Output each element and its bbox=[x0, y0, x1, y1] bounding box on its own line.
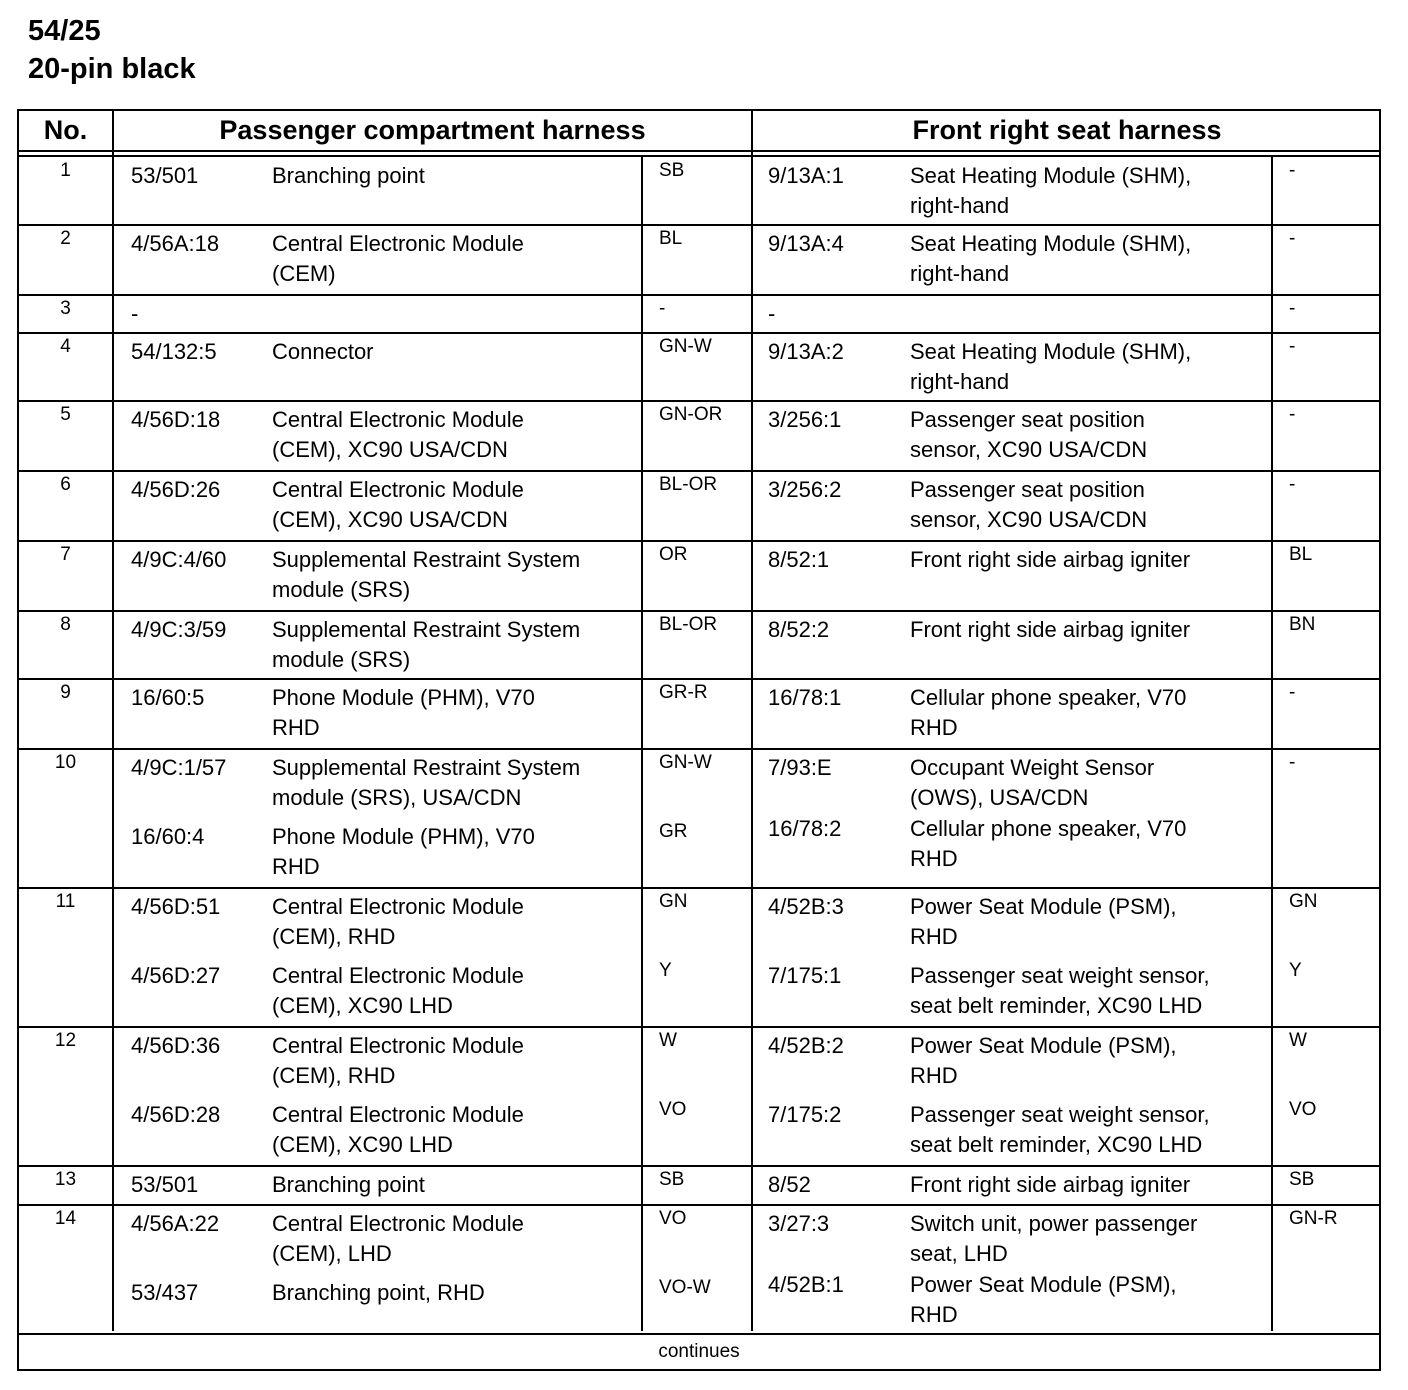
right-wire-color: - bbox=[1289, 336, 1296, 357]
right-wire-color: BN bbox=[1289, 614, 1316, 635]
row-divider bbox=[19, 540, 1379, 542]
left-code: 16/60:5 bbox=[131, 685, 205, 710]
left-wire-color: VO bbox=[659, 1208, 687, 1229]
left-wire-color: GN-OR bbox=[659, 404, 723, 425]
left-wire-color: SB bbox=[659, 1169, 685, 1190]
left-code: 53/501 bbox=[131, 163, 199, 188]
pin-number: 7 bbox=[60, 544, 71, 565]
left-wire-color: VO bbox=[659, 1099, 687, 1120]
left-code: 4/9C:3/59 bbox=[131, 617, 227, 642]
left-code: 4/56D:26 bbox=[131, 477, 221, 502]
right-description: Switch unit, power passenger seat, LHD bbox=[910, 1211, 1198, 1266]
right-wire-color: - bbox=[1289, 474, 1296, 495]
right-description: Seat Heating Module (SHM), right-hand bbox=[910, 163, 1192, 218]
right-description: Power Seat Module (PSM), RHD bbox=[910, 1272, 1177, 1327]
left-wire-color: GN-W bbox=[659, 752, 712, 773]
left-description: Branching point bbox=[272, 163, 425, 188]
right-wire-color: - bbox=[1289, 228, 1296, 249]
right-wire-color: W bbox=[1289, 1030, 1307, 1051]
left-code: 4/56D:28 bbox=[131, 1102, 221, 1127]
right-code: 16/78:2 bbox=[768, 816, 842, 841]
left-description: Central Electronic Module (CEM), XC90 USA/CDN bbox=[272, 407, 524, 462]
row-divider bbox=[19, 1026, 1379, 1028]
left-description: Connector bbox=[272, 339, 374, 364]
right-description: Cellular phone speaker, V70 RHD bbox=[910, 816, 1187, 871]
left-wire-color: Y bbox=[659, 960, 672, 981]
right-code: 9/13A:1 bbox=[768, 163, 844, 188]
row-divider bbox=[19, 470, 1379, 472]
left-description: Central Electronic Module (CEM), XC90 LHD bbox=[272, 963, 524, 1018]
pin-number: 4 bbox=[60, 336, 71, 357]
pin-number: 10 bbox=[54, 752, 77, 773]
left-code: - bbox=[131, 301, 139, 326]
row-divider bbox=[19, 332, 1379, 334]
right-wire-color: - bbox=[1289, 298, 1296, 319]
right-description: Passenger seat position sensor, XC90 USA/CDN bbox=[910, 477, 1148, 532]
pin-number: 8 bbox=[60, 614, 71, 635]
left-wire-color: - bbox=[659, 298, 666, 319]
right-code: 8/52:1 bbox=[768, 547, 830, 572]
left-code: 4/56D:51 bbox=[131, 894, 221, 919]
left-wire-color: SB bbox=[659, 160, 685, 181]
left-wire-color: BL-OR bbox=[659, 474, 718, 495]
left-description: Central Electronic Module (CEM), RHD bbox=[272, 1033, 524, 1088]
left-code: 54/132:5 bbox=[131, 339, 217, 364]
left-description: Branching point, RHD bbox=[272, 1280, 485, 1305]
right-description: Front right side airbag igniter bbox=[910, 547, 1191, 572]
right-code: 8/52:2 bbox=[768, 617, 830, 642]
left-description: Supplemental Restraint System module (SRS) bbox=[272, 547, 581, 602]
left-wire-color: GN bbox=[659, 891, 688, 912]
right-description: Front right side airbag igniter bbox=[910, 617, 1191, 642]
footer-divider bbox=[19, 1333, 1379, 1335]
left-description: Branching point bbox=[272, 1172, 425, 1197]
right-code: 9/13A:4 bbox=[768, 231, 844, 256]
left-code: 4/56A:18 bbox=[131, 231, 220, 256]
left-description: Central Electronic Module (CEM), XC90 LHD bbox=[272, 1102, 524, 1157]
pinout-table bbox=[17, 109, 1381, 1371]
left-code: 4/9C:4/60 bbox=[131, 547, 227, 572]
row-divider bbox=[19, 224, 1379, 226]
left-description: Central Electronic Module (CEM), XC90 USA/CDN bbox=[272, 477, 524, 532]
right-code: 3/27:3 bbox=[768, 1211, 830, 1236]
left-description: Central Electronic Module (CEM) bbox=[272, 231, 524, 286]
right-description: Passenger seat weight sensor, seat belt reminder, XC90 LHD bbox=[910, 963, 1210, 1018]
header-divider bbox=[19, 155, 1379, 157]
right-wire-color: Y bbox=[1289, 960, 1302, 981]
right-description: Seat Heating Module (SHM), right-hand bbox=[910, 339, 1192, 394]
left-wire-color: GR bbox=[659, 821, 688, 842]
pin-number: 13 bbox=[54, 1169, 77, 1190]
pin-number: 14 bbox=[54, 1208, 77, 1229]
pin-number: 3 bbox=[60, 298, 71, 319]
right-wire-color: - bbox=[1289, 682, 1296, 703]
right-description: Power Seat Module (PSM), RHD bbox=[910, 894, 1177, 949]
right-description: Occupant Weight Sensor (OWS), USA/CDN bbox=[910, 755, 1155, 810]
pin-number: 1 bbox=[60, 160, 71, 181]
left-wire-color: GN-W bbox=[659, 336, 712, 357]
row-divider bbox=[19, 1204, 1379, 1206]
left-description: Phone Module (PHM), V70 RHD bbox=[272, 824, 535, 879]
right-description: Seat Heating Module (SHM), right-hand bbox=[910, 231, 1192, 286]
header-no: No. bbox=[43, 115, 88, 145]
right-wire-color: GN-R bbox=[1289, 1208, 1338, 1229]
left-description: Central Electronic Module (CEM), RHD bbox=[272, 894, 524, 949]
right-description: Power Seat Module (PSM), RHD bbox=[910, 1033, 1177, 1088]
right-wire-color: - bbox=[1289, 160, 1296, 181]
right-code: 4/52B:1 bbox=[768, 1272, 844, 1297]
header-divider bbox=[19, 150, 1379, 152]
left-wire-color: GR-R bbox=[659, 682, 708, 703]
pin-number: 9 bbox=[60, 682, 71, 703]
connector-id: 54/25 bbox=[28, 15, 101, 47]
pin-number: 2 bbox=[60, 228, 71, 249]
right-wire-color: BL bbox=[1289, 544, 1313, 565]
left-code: 53/437 bbox=[131, 1280, 199, 1305]
left-wire-color: OR bbox=[659, 544, 688, 565]
right-description: Cellular phone speaker, V70 RHD bbox=[910, 685, 1187, 740]
right-code: 7/93:E bbox=[768, 755, 832, 780]
right-code: 4/52B:3 bbox=[768, 894, 844, 919]
right-description: Front right side airbag igniter bbox=[910, 1172, 1191, 1197]
row-divider bbox=[19, 1165, 1379, 1167]
row-divider bbox=[19, 294, 1379, 296]
right-code: 4/52B:2 bbox=[768, 1033, 844, 1058]
right-code: 16/78:1 bbox=[768, 685, 842, 710]
left-wire-color: W bbox=[659, 1030, 677, 1051]
pin-number: 12 bbox=[54, 1030, 77, 1051]
left-code: 4/56D:36 bbox=[131, 1033, 221, 1058]
left-code: 4/56A:22 bbox=[131, 1211, 220, 1236]
right-wire-color: VO bbox=[1289, 1099, 1317, 1120]
right-description: Passenger seat position sensor, XC90 USA/CDN bbox=[910, 407, 1148, 462]
row-divider bbox=[19, 748, 1379, 750]
right-wire-color: - bbox=[1289, 404, 1296, 425]
left-wire-color: BL-OR bbox=[659, 614, 718, 635]
pin-number: 6 bbox=[60, 474, 71, 495]
right-code: 8/52 bbox=[768, 1172, 811, 1197]
left-code: 53/501 bbox=[131, 1172, 199, 1197]
right-wire-color: SB bbox=[1289, 1169, 1315, 1190]
right-code: - bbox=[768, 301, 776, 326]
left-description: Supplemental Restraint System module (SRS) bbox=[272, 617, 581, 672]
continues-note: continues bbox=[658, 1341, 740, 1362]
right-code: 7/175:2 bbox=[768, 1102, 842, 1127]
left-code: 16/60:4 bbox=[131, 824, 205, 849]
left-description: Phone Module (PHM), V70 RHD bbox=[272, 685, 535, 740]
right-code: 3/256:1 bbox=[768, 407, 842, 432]
left-description: Supplemental Restraint System module (SRS), USA/CDN bbox=[272, 755, 581, 810]
right-description: Passenger seat weight sensor, seat belt reminder, XC90 LHD bbox=[910, 1102, 1210, 1157]
right-wire-color: - bbox=[1289, 752, 1296, 773]
left-wire-color: VO-W bbox=[659, 1277, 711, 1298]
left-code: 4/56D:18 bbox=[131, 407, 221, 432]
right-code: 7/175:1 bbox=[768, 963, 842, 988]
right-code: 3/256:2 bbox=[768, 477, 842, 502]
left-code: 4/9C:1/57 bbox=[131, 755, 227, 780]
row-divider bbox=[19, 887, 1379, 889]
row-divider bbox=[19, 678, 1379, 680]
left-wire-color: BL bbox=[659, 228, 683, 249]
row-divider bbox=[19, 610, 1379, 612]
right-code: 9/13A:2 bbox=[768, 339, 844, 364]
header-passenger-harness: Passenger compartment harness bbox=[219, 115, 646, 145]
right-wire-color: GN bbox=[1289, 891, 1318, 912]
pin-number: 5 bbox=[60, 404, 71, 425]
row-divider bbox=[19, 400, 1379, 402]
header-seat-harness: Front right seat harness bbox=[912, 115, 1222, 145]
left-description: Central Electronic Module (CEM), LHD bbox=[272, 1211, 524, 1266]
connector-description: 20-pin black bbox=[28, 53, 196, 85]
pin-number: 11 bbox=[55, 891, 76, 912]
left-code: 4/56D:27 bbox=[131, 963, 221, 988]
